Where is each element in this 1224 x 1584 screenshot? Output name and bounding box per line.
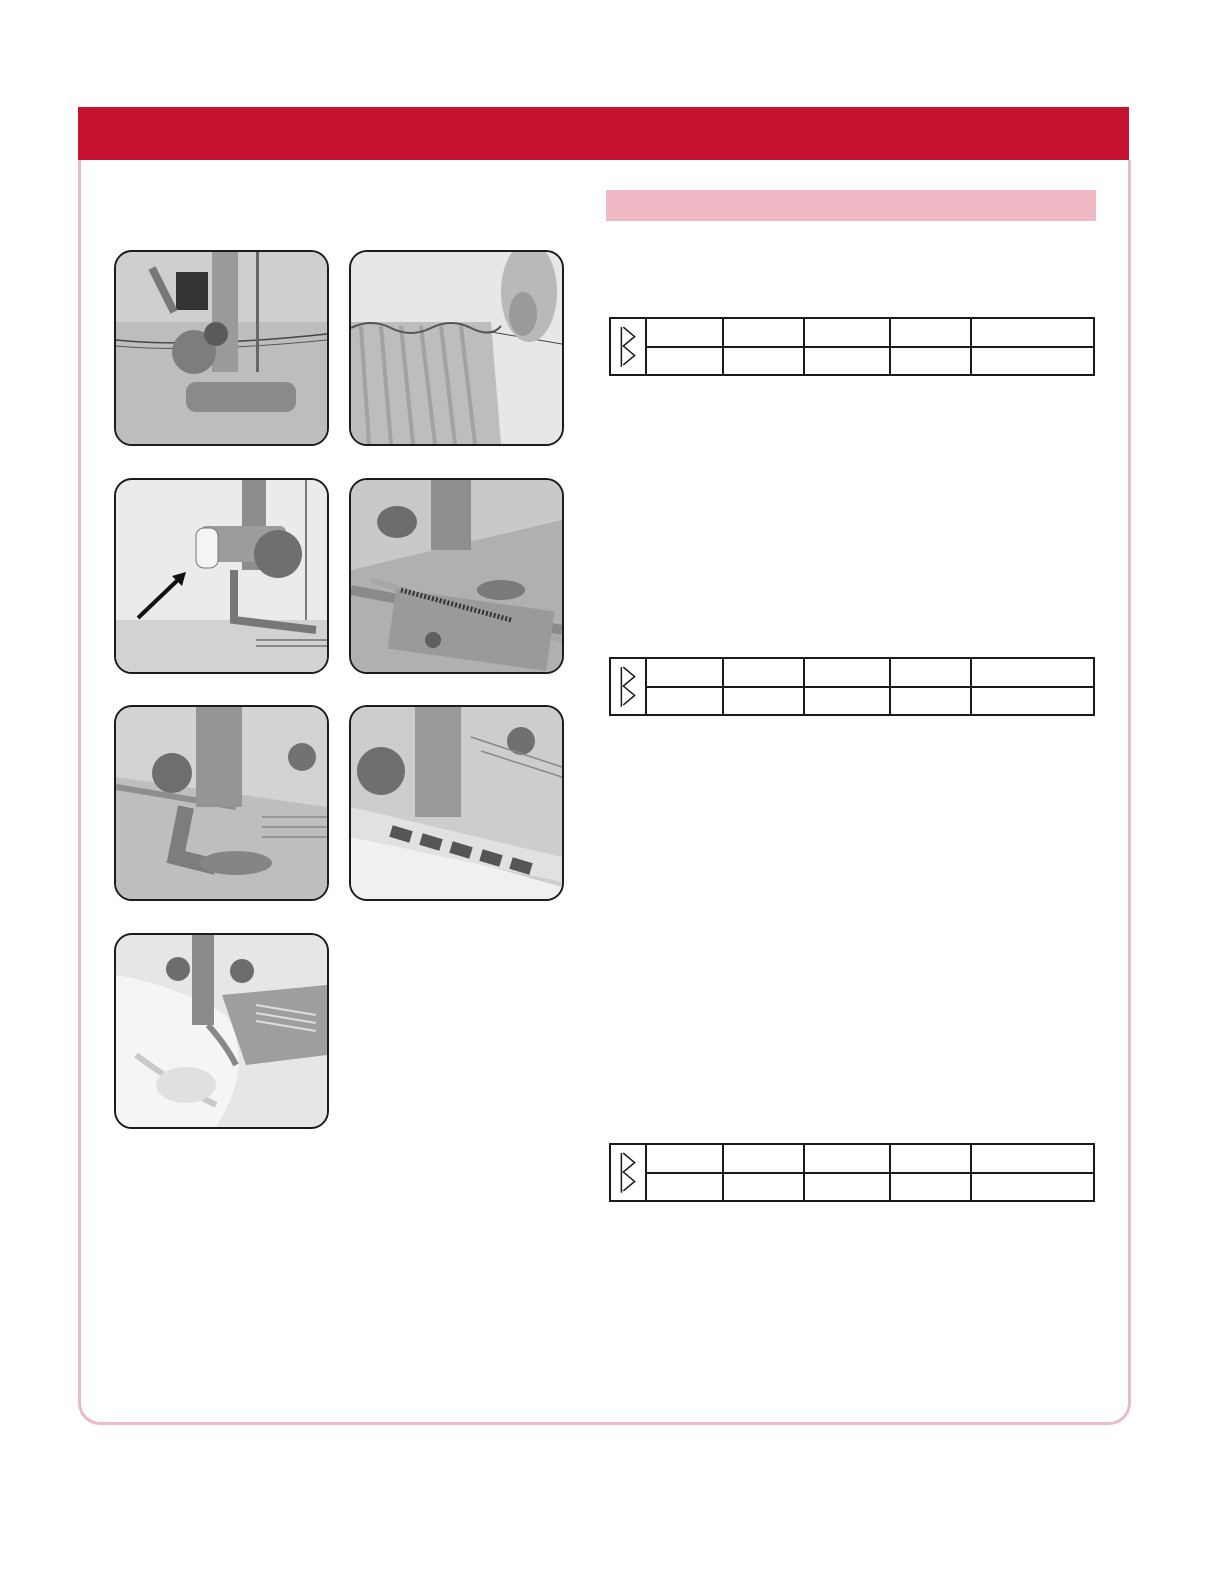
- section-heading-bar: [606, 190, 1096, 221]
- photo-piping-stitch: [349, 705, 564, 901]
- photo-gathered-fabric: [349, 250, 564, 446]
- rolled-hem-photo-icon: [116, 935, 327, 1127]
- stitch-settings-table: [609, 1143, 1095, 1202]
- photo-rolled-hem: [114, 933, 329, 1129]
- presser-foot-arrow-photo-icon: [116, 480, 327, 672]
- gathered-fabric-photo-icon: [351, 252, 562, 444]
- zigzag-stitch-icon: [611, 659, 647, 714]
- photo-cording-foot: [349, 478, 564, 674]
- zipper-foot-photo-icon: [116, 707, 327, 899]
- stitch-settings-table: [609, 657, 1095, 716]
- piping-stitch-photo-icon: [351, 707, 562, 899]
- cording-foot-photo-icon: [351, 480, 562, 672]
- header-bar: [78, 107, 1129, 160]
- photo-presser-foot-arrow: [114, 478, 329, 674]
- photo-zipper-foot: [114, 705, 329, 901]
- zigzag-stitch-icon: [611, 1145, 647, 1200]
- presser-foot-straight-stitch-photo-icon: [116, 252, 327, 444]
- photo-presser-foot-straight-stitch: [114, 250, 329, 446]
- zigzag-stitch-icon: [611, 319, 647, 374]
- stitch-settings-table: [609, 317, 1095, 376]
